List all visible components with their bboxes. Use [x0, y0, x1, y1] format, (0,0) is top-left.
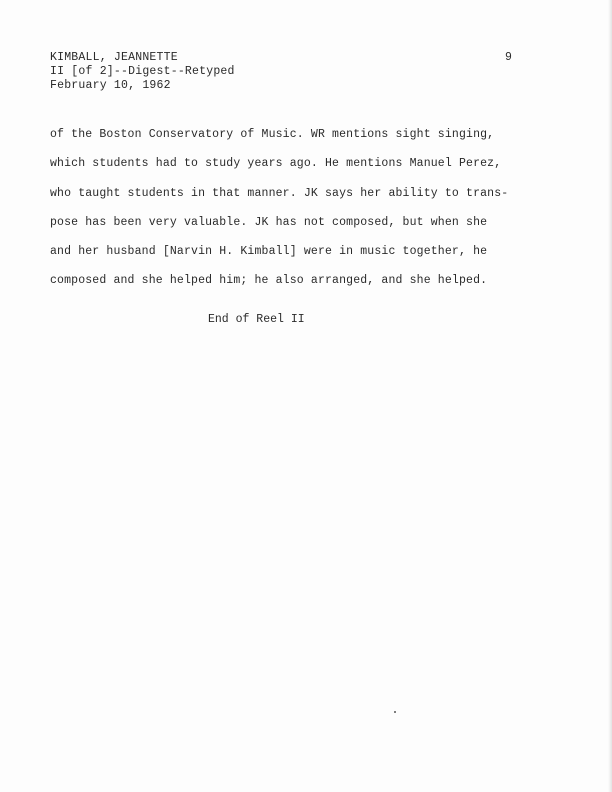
transcript-body — [50, 120, 570, 296]
body-line: and her husband [Narvin H. Kimball] were in music together, he — [50, 245, 488, 259]
page-edge-shadow — [608, 0, 612, 792]
body-line: of the Boston Conservatory of Music. WR mentions sight singing, — [50, 128, 495, 141]
body-line: pose has been very valuable. JK has not composed, but when she — [50, 215, 488, 229]
reel-label: II [of 2]--Digest--Retyped — [50, 65, 235, 78]
interview-date: February 10, 1962 — [50, 79, 171, 92]
body-line: which students had to study years ago. He mentions Manuel Perez, — [50, 157, 502, 171]
body-line: composed and she helped him; he also arranged, and she helped. — [50, 274, 488, 288]
document-header — [50, 51, 235, 93]
page-number: 9 — [505, 51, 512, 64]
body-line: who taught students in that manner. JK says her ability to trans- — [50, 186, 509, 200]
interviewee-name: KIMBALL, JEANNETTE — [50, 51, 178, 64]
end-of-reel-note: End of Reel II — [208, 313, 305, 326]
scan-speck — [394, 711, 396, 713]
